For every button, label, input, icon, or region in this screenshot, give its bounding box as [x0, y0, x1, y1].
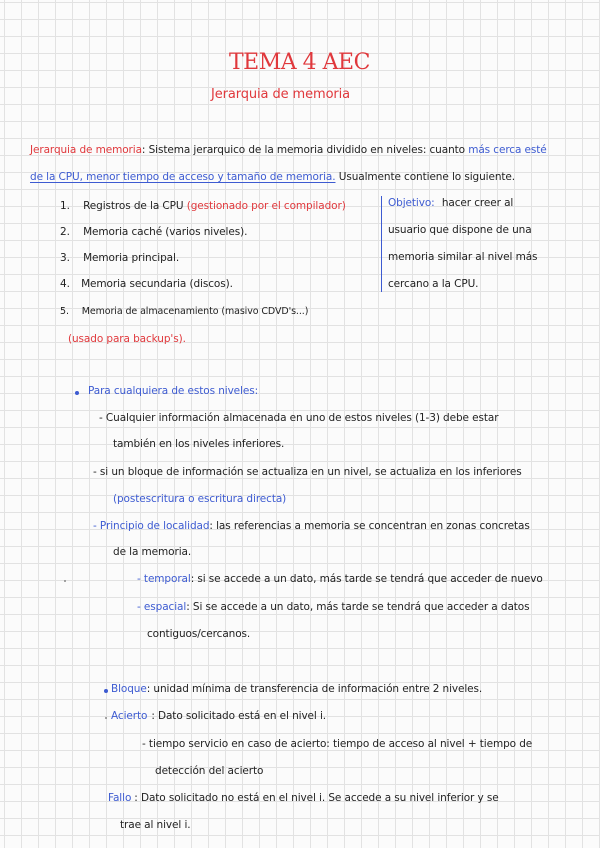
levels-note: (usado para backup's). — [68, 333, 186, 345]
hit-time-line1: - tiempo servicio en caso de acierto: tiempo de acceso al nivel + tiempo de — [142, 738, 533, 750]
level-number: 5. — [60, 306, 69, 317]
any-level-item2-line2: (postescritura o escritura directa) — [113, 493, 287, 505]
locality-label: - Principio de localidad — [93, 520, 210, 532]
objective-divider — [381, 196, 382, 292]
any-level-heading: Para cualquiera de estos niveles: — [88, 385, 259, 397]
any-level-item2-line1: - si un bloque de información se actualiza en un nivel, se actualiza en los inferiores — [93, 466, 522, 478]
level-number: 4. — [60, 278, 70, 290]
temporal-line — [137, 572, 543, 586]
bullet-icon — [104, 689, 108, 693]
level-number: 1. — [60, 200, 70, 212]
level-number: 3. — [60, 252, 70, 264]
definition-highlight: más cerca esté — [468, 144, 547, 156]
bullet-icon — [75, 391, 79, 395]
objective-text: hacer creer al — [441, 197, 514, 209]
page-subtitle: Jerarquia de memoria — [211, 87, 351, 102]
level-note: (gestionado por el compilador) — [186, 200, 346, 212]
definition-line2-rest: Usualmente contiene lo siguiente. — [338, 171, 515, 183]
level-number: 2. — [60, 226, 70, 238]
page-title: TEMA 4 AEC — [229, 50, 370, 75]
hit-label: Acierto — [111, 710, 148, 722]
objective-label: Objetivo: — [388, 197, 435, 209]
objective-line-4: cercano a la CPU. — [388, 278, 479, 290]
level-text: Memoria de almacenamiento (masivo CDVD's...) — [81, 306, 309, 317]
definition-line-2 — [30, 170, 515, 184]
temporal-label: - temporal — [137, 573, 191, 585]
spatial-line — [137, 600, 530, 614]
hit-time-line2: detección del acierto — [155, 765, 264, 777]
any-level-item3-line2: de la memoria. — [113, 546, 192, 558]
temporal-text: : si se accede a un dato, más tarde se tendrá que acceder de nuevo — [190, 573, 543, 585]
hit-line — [111, 709, 326, 723]
hit-text: : Dato solicitado está en el nivel i. — [151, 710, 327, 722]
block-line — [111, 682, 482, 696]
block-label: Bloque — [111, 683, 147, 695]
miss-line — [108, 791, 499, 805]
miss-line-2: trae al nivel i. — [120, 819, 191, 831]
objective-line-3: memoria similar al nivel más — [388, 251, 538, 263]
definition-text: : Sistema jerarquico de la memoria dividido en niveles: cuanto — [141, 144, 465, 156]
any-level-item1-line2: también en los niveles inferiores. — [113, 438, 285, 450]
level-text: Memoria secundaria (discos). — [81, 278, 233, 290]
level-item-4 — [60, 277, 233, 291]
level-item-2 — [60, 225, 247, 239]
miss-label: Fallo — [108, 792, 132, 804]
spatial-text: : Si se accede a un dato, más tarde se tendrá que acceder a datos — [186, 601, 530, 613]
any-level-item3-line1 — [93, 519, 530, 533]
definition-line2-highlight: de la CPU, menor tiempo de acceso y tamaño de memoria. — [30, 171, 336, 183]
spatial-line-2: contiguos/cercanos. — [147, 628, 251, 640]
level-item-1 — [60, 199, 346, 213]
locality-text: : las referencias a memoria se concentran en zonas concretas — [209, 520, 530, 532]
definition-line-1 — [30, 143, 547, 157]
spatial-label: - espacial — [137, 601, 187, 613]
level-text: Memoria caché (varios niveles). — [83, 226, 248, 238]
level-text: Registros de la CPU — [83, 200, 184, 212]
definition-term: Jerarquia de memoria — [30, 144, 142, 156]
objective-line-1 — [388, 196, 513, 210]
bullet-dot — [105, 717, 107, 719]
level-item-5 — [60, 305, 308, 319]
level-item-3 — [60, 251, 179, 265]
block-text: : unidad mínima de transferencia de información entre 2 niveles. — [146, 683, 483, 695]
objective-line-2: usuario que dispone de una — [388, 224, 532, 236]
stray-mark — [64, 580, 66, 582]
any-level-item1-line1: - Cualquier información almacenada en uno de estos niveles (1-3) debe estar — [99, 412, 499, 424]
miss-text: : Dato solicitado no está en el nivel i. Se accede a su nivel inferior y se — [134, 792, 499, 804]
level-text: Memoria principal. — [83, 252, 180, 264]
